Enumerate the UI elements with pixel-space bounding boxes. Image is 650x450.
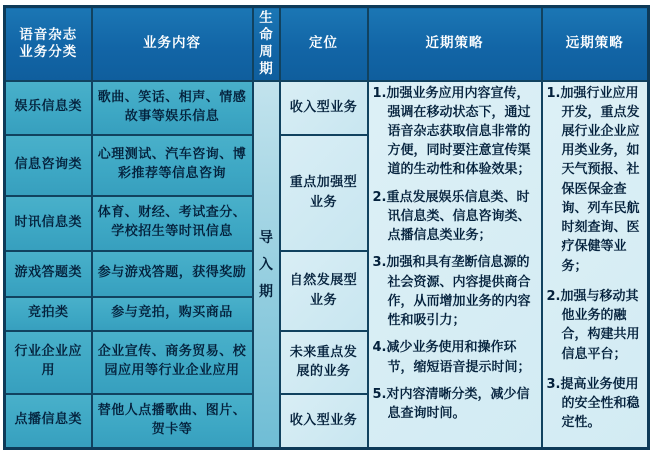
content-cell: 体育、财经、考试查分、学校招生等时讯信息 — [92, 196, 253, 251]
header-lifecycle-line1: 生命 — [259, 10, 273, 43]
content-cell: 替他人点播歌曲、图片、贺卡等 — [92, 394, 253, 449]
position-cell: 收入型业务 — [280, 394, 368, 449]
lifecycle-char: 入 — [259, 257, 273, 274]
position-cell: 收入型业务 — [280, 81, 368, 135]
lifecycle-char: 导 — [259, 230, 273, 247]
category-cell: 时讯信息类 — [5, 196, 92, 251]
column-header-far-term: 远期策略 — [542, 7, 649, 81]
position-cell: 自然发展型业务 — [280, 251, 368, 331]
lifecycle-char: 期 — [259, 284, 273, 301]
content-cell: 参与游戏答题，获得奖励 — [92, 251, 253, 297]
category-cell: 竞拍类 — [5, 297, 92, 331]
header-category-line2: 业务分类 — [19, 43, 78, 60]
voice-magazine-business-table — [3, 5, 650, 450]
content-cell: 心理测试、汽车咨询、博彩推荐等信息咨询 — [92, 135, 253, 196]
far-term-item: 1.加强行业应用开发，重点发展行业企业应用类业务，如天气预报、社保医保金查询、列车民航时刻查询、医疗保健等业务； — [546, 85, 640, 274]
column-header-category — [5, 7, 92, 81]
category-cell: 点播信息类 — [5, 394, 92, 449]
far-term-strategy-cell — [542, 81, 649, 449]
category-cell: 行业企业应用 — [5, 331, 92, 394]
lifecycle-vertical-label — [258, 227, 275, 301]
column-header-position: 定位 — [280, 7, 368, 81]
near-term-item: 5.对内容清晰分类，减少信息查询时间。 — [372, 386, 530, 422]
column-header-near-term: 近期策略 — [368, 7, 542, 81]
header-lifecycle-line2: 周期 — [259, 43, 273, 77]
far-term-item: 2.加强与移动其他业务的融合，构建共用信息平台； — [546, 288, 640, 362]
header-row — [5, 7, 649, 81]
near-term-item: 1.加强业务应用内容宣传，强调在移动状态下，通过语音杂志获取信息非常的方便，同时要注意宣传渠道的生动性和体验效果； — [372, 85, 531, 178]
column-header-content: 业务内容 — [92, 7, 253, 81]
near-term-strategy-cell — [368, 81, 542, 449]
header-category-line1: 语音杂志 — [19, 26, 78, 43]
near-term-item: 4.减少业务使用和操作环节，缩短语音提示时间； — [372, 340, 531, 375]
category-cell: 信息咨询类 — [5, 135, 92, 196]
near-term-item: 3.加强和具有垄断信息源的社会资源、内容提供商合作，从而增加业务的内容性和吸引力； — [372, 255, 531, 329]
position-cell: 重点加强型业务 — [280, 135, 368, 251]
column-header-lifecycle — [253, 7, 280, 81]
category-cell: 游戏答题类 — [5, 251, 92, 297]
near-term-item: 2.重点发展娱乐信息类、时讯信息类、信息咨询类、点播信息类业务； — [372, 189, 531, 244]
position-cell: 未来重点发展的业务 — [280, 331, 368, 394]
content-cell: 歌曲、笑话、相声、情感故事等娱乐信息 — [92, 81, 253, 135]
table-row-entertainment — [5, 81, 649, 135]
far-term-item: 3.提高业务使用的安全性和稳定性。 — [546, 376, 640, 431]
lifecycle-cell — [253, 81, 280, 449]
content-cell: 企业宣传、商务贸易、校园应用等行业企业应用 — [92, 331, 253, 394]
content-cell: 参与竞拍，购买商品 — [92, 297, 253, 331]
category-cell: 娱乐信息类 — [5, 81, 92, 135]
